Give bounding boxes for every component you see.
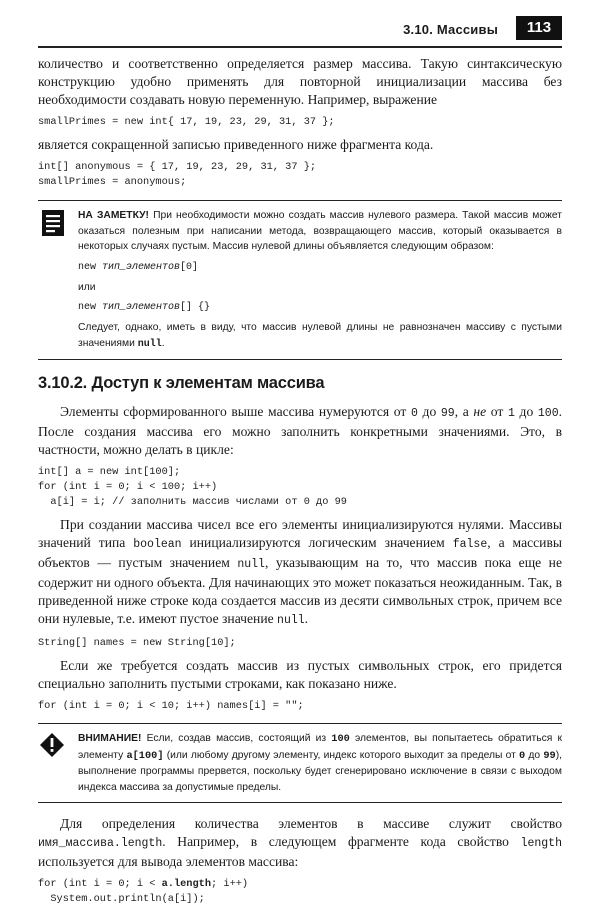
note-box <box>38 200 562 360</box>
note-text: НА ЗАМЕТКУ! При необходимости можно создать массив нулевого размера. Такой массив может оказаться полезным при написании метода, возвращающего массив, который оказывается в некоторых случаях пустым. Массив нулевой длины объявляется следующим образом: <box>78 210 562 252</box>
page-number: 113 <box>516 16 562 40</box>
warning-icon <box>40 733 64 757</box>
code-loop-fill: int[] a = new int[100]; for (int i = 0; i < 100; i++) a[i] = i; // заполнить массив числами от 0 до 99 <box>38 466 347 508</box>
note-tail: Следует, однако, иметь в виду, что массив нулевой длины не равнозначен массиву с пустыми значениями null. <box>78 322 562 350</box>
paragraph-6: Для определения количества элементов в массиве служит свойство имя_массива.length. Например, в следующем фрагменте кода свойство length используется для вывода элементов массива: <box>38 816 562 869</box>
header-section-title: 3.10. Массивы <box>403 22 498 37</box>
running-header <box>38 20 562 48</box>
code-fill-empty: for (int i = 0; i < 10; i++) names[i] = ""; <box>38 700 304 712</box>
warning-text: ВНИМАНИЕ! Если, создав массив, состоящий из 100 элементов, вы попытаетесь обратиться к элементу a[100] (или любому другому элементу, индекс которого выходит за пределы от 0 до 99), выполнение программы прервется, поскольку будет сгенерировано исключение в связи с выходом индекса массива за допустимые пределы. <box>78 733 562 793</box>
code-print-loop: for (int i = 0; i < a.length; i++) System.out.println(a[i]); <box>38 878 249 905</box>
paragraph-4: При создании массива чисел все его элементы инициализируются нулями. Массивы значений типа boolean инициализируются логическим значением false, а массивы объектов — пустым значением null, указывающим на то, что массив пока еще не содержит ни одного объекта. Для начинающих это может показаться неожиданным. Так, в приведенной ниже строке кода создается массив из десяти символьных строк, причем все они нулевые, т.е. имеют пустое значение null. <box>38 517 562 627</box>
note-code-a: new тип_элементов[0] <box>78 261 199 273</box>
note-label: НА ЗАМЕТКУ! <box>78 210 149 221</box>
warning-box <box>38 723 562 803</box>
code-anonymous: int[] anonymous = { 17, 19, 23, 29, 31, 37 }; smallPrimes = anonymous; <box>38 161 317 188</box>
page-body <box>38 55 562 913</box>
paragraph-3: Элементы сформированного выше массива нумеруются от 0 до 99, а не от 1 до 100. После создания массива его можно заполнить конкретными значениями. Это, в частности, можно делать в цикле: <box>38 404 563 457</box>
paragraph-1: количество и соответственно определяется размер массива. Такую синтаксическую конструкцию удобно применять для повторной инициализации массива без необходимости создавать новую переменную. Например, выражение <box>38 56 562 107</box>
code-string-array: String[] names = new String[10]; <box>38 637 236 649</box>
code-smallprimes: smallPrimes = new int{ 17, 19, 23, 29, 31, 37 }; <box>38 116 335 128</box>
paragraph-2: является сокращенной записью приведенного ниже фрагмента кода. <box>38 137 434 152</box>
note-or: или <box>78 281 96 293</box>
note-code-b: new тип_элементов[] {} <box>78 302 211 313</box>
section-heading: 3.10.2. Доступ к элементам массива <box>38 374 325 392</box>
note-icon <box>42 210 64 236</box>
warning-label: ВНИМАНИЕ! <box>78 733 142 744</box>
paragraph-5: Если же требуется создать массив из пустых символьных строк, его придется специально заполнить пустыми строками, как показано ниже. <box>38 658 562 691</box>
